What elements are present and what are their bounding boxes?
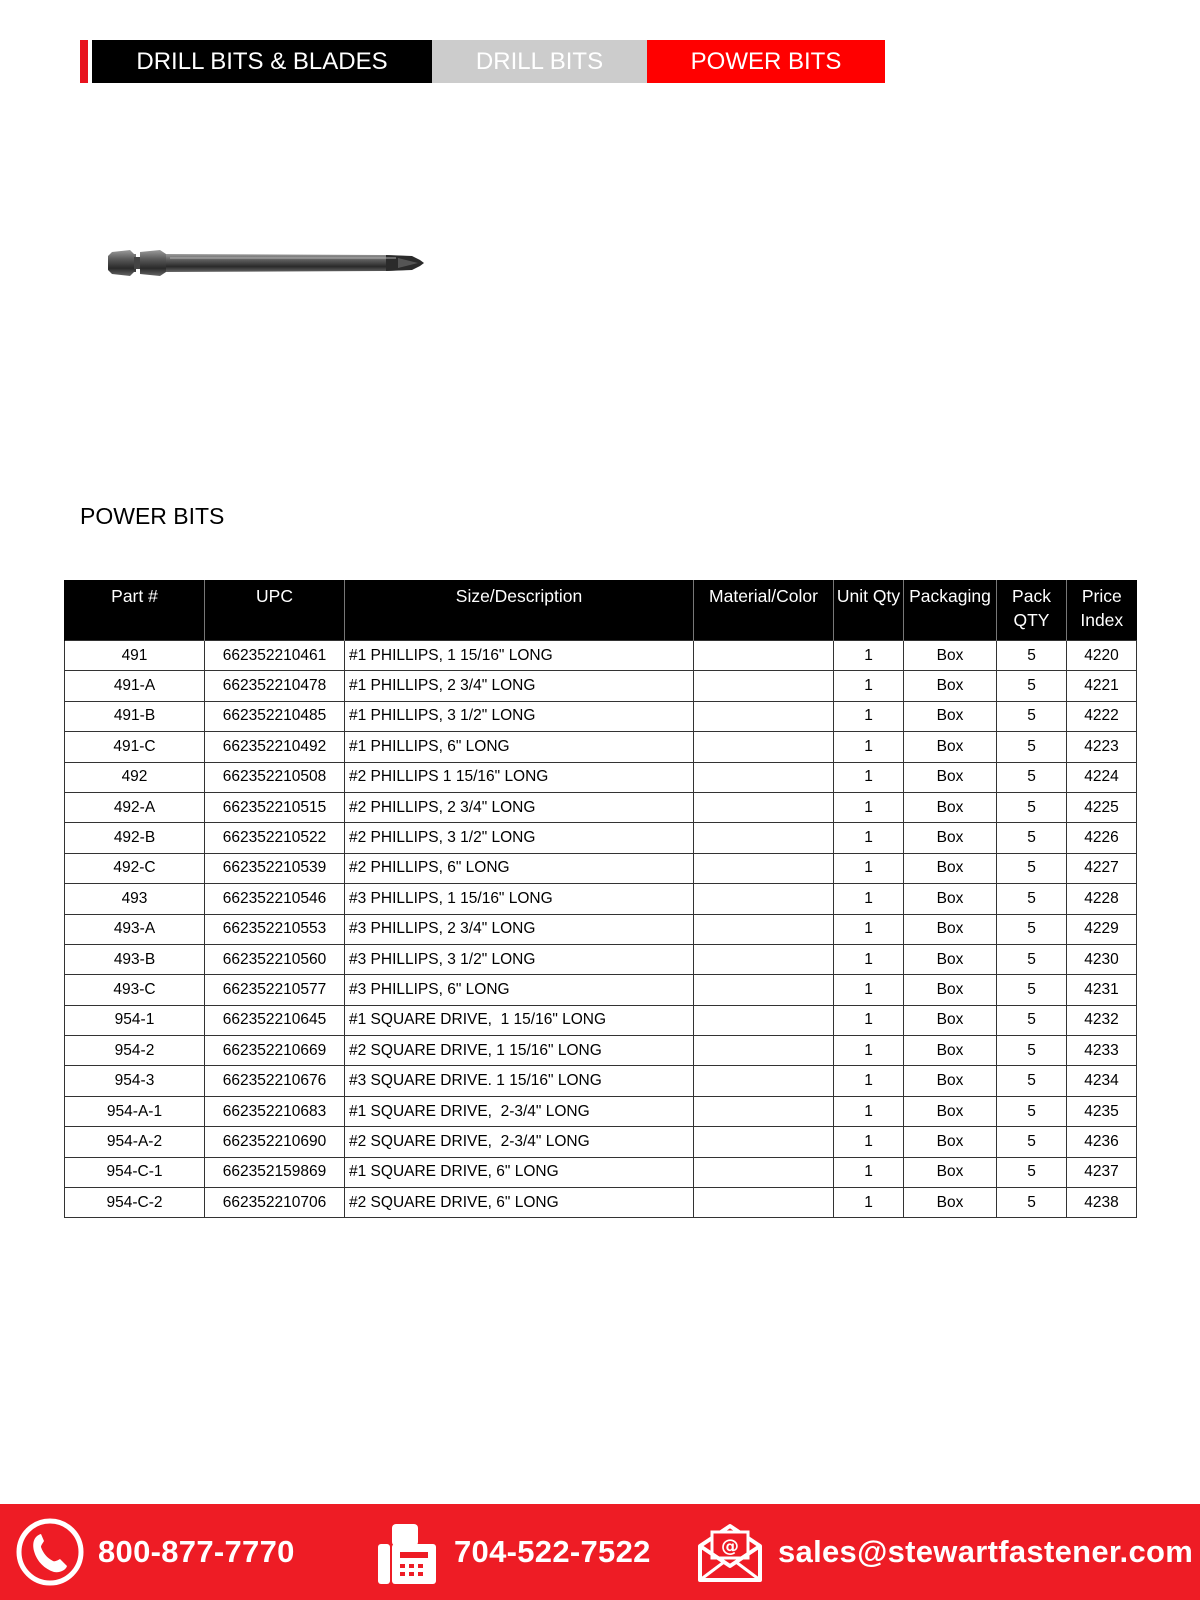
cell-material	[694, 1066, 834, 1096]
cell-description: #2 SQUARE DRIVE, 2-3/4" LONG	[345, 1127, 694, 1157]
cell-part: 954-2	[65, 1036, 205, 1066]
cell-material	[694, 732, 834, 762]
header-upc: UPC	[205, 580, 345, 641]
table-row	[65, 1005, 1137, 1035]
cell-part: 954-C-2	[65, 1188, 205, 1218]
cell-upc: 662352210669	[205, 1036, 345, 1066]
cell-pack-qty: 5	[997, 641, 1067, 671]
table-row	[65, 1157, 1137, 1187]
cell-price-index: 4233	[1067, 1036, 1137, 1066]
cell-upc: 662352210683	[205, 1096, 345, 1126]
cell-unit-qty: 1	[834, 853, 904, 883]
cell-pack-qty: 5	[997, 1005, 1067, 1035]
cell-price-index: 4228	[1067, 884, 1137, 914]
header-material: Material/Color	[694, 580, 834, 641]
cell-description: #1 PHILLIPS, 3 1/2" LONG	[345, 701, 694, 731]
cell-description: #1 PHILLIPS, 6" LONG	[345, 732, 694, 762]
cell-upc: 662352210461	[205, 641, 345, 671]
fax-contact[interactable]	[376, 1504, 651, 1600]
cell-upc: 662352210690	[205, 1127, 345, 1157]
cell-packaging: Box	[904, 1005, 997, 1035]
cell-upc: 662352210539	[205, 853, 345, 883]
cell-pack-qty: 5	[997, 853, 1067, 883]
cell-description: #2 PHILLIPS, 6" LONG	[345, 853, 694, 883]
cell-packaging: Box	[904, 732, 997, 762]
email-icon	[696, 1520, 764, 1584]
cell-price-index: 4221	[1067, 671, 1137, 701]
cell-pack-qty: 5	[997, 792, 1067, 822]
cell-pack-qty: 5	[997, 914, 1067, 944]
cell-material	[694, 762, 834, 792]
cell-material	[694, 1157, 834, 1187]
cell-upc: 662352210546	[205, 884, 345, 914]
cell-part: 954-3	[65, 1066, 205, 1096]
cell-unit-qty: 1	[834, 975, 904, 1005]
cell-upc: 662352210560	[205, 944, 345, 974]
cell-packaging: Box	[904, 884, 997, 914]
table-row	[65, 792, 1137, 822]
table-header-row	[65, 580, 1137, 641]
cell-part: 492-A	[65, 792, 205, 822]
cell-packaging: Box	[904, 1066, 997, 1096]
cell-packaging: Box	[904, 853, 997, 883]
cell-price-index: 4235	[1067, 1096, 1137, 1126]
section-title: POWER BITS	[80, 503, 225, 529]
cell-packaging: Box	[904, 671, 997, 701]
cell-part: 954-C-1	[65, 1157, 205, 1187]
cell-material	[694, 914, 834, 944]
cell-unit-qty: 1	[834, 762, 904, 792]
cell-description: #3 PHILLIPS, 1 15/16" LONG	[345, 884, 694, 914]
cell-material	[694, 1096, 834, 1126]
header-part: Part #	[65, 580, 205, 641]
header-price-index: Price Index	[1067, 580, 1137, 641]
header-unit-qty: Unit Qty	[834, 580, 904, 641]
cell-unit-qty: 1	[834, 701, 904, 731]
cell-pack-qty: 5	[997, 1096, 1067, 1126]
cell-part: 493-A	[65, 914, 205, 944]
cell-price-index: 4237	[1067, 1157, 1137, 1187]
cell-material	[694, 1188, 834, 1218]
table-row	[65, 1188, 1137, 1218]
cell-packaging: Box	[904, 944, 997, 974]
cell-description: #3 SQUARE DRIVE. 1 15/16" LONG	[345, 1066, 694, 1096]
phone-number: 800-877-7770	[98, 1534, 295, 1569]
contact-footer	[0, 1504, 1200, 1600]
cell-pack-qty: 5	[997, 671, 1067, 701]
cell-description: #3 PHILLIPS, 3 1/2" LONG	[345, 944, 694, 974]
cell-unit-qty: 1	[834, 671, 904, 701]
cell-part: 493-C	[65, 975, 205, 1005]
table-row	[65, 823, 1137, 853]
cell-unit-qty: 1	[834, 1096, 904, 1126]
power-bits-table	[64, 580, 1137, 1218]
cell-price-index: 4223	[1067, 732, 1137, 762]
table-row	[65, 853, 1137, 883]
cell-unit-qty: 1	[834, 792, 904, 822]
cell-material	[694, 1127, 834, 1157]
cell-unit-qty: 1	[834, 944, 904, 974]
cell-price-index: 4220	[1067, 641, 1137, 671]
phone-contact[interactable]	[14, 1504, 295, 1600]
cell-unit-qty: 1	[834, 823, 904, 853]
cell-packaging: Box	[904, 701, 997, 731]
cell-material	[694, 641, 834, 671]
cell-pack-qty: 5	[997, 823, 1067, 853]
cell-upc: 662352210515	[205, 792, 345, 822]
cell-price-index: 4229	[1067, 914, 1137, 944]
header-description: Size/Description	[345, 580, 694, 641]
category-breadcrumb	[80, 40, 885, 83]
cell-material	[694, 1005, 834, 1035]
cell-unit-qty: 1	[834, 1157, 904, 1187]
cell-material	[694, 884, 834, 914]
table-row	[65, 1066, 1137, 1096]
header-pack-qty: Pack QTY	[997, 580, 1067, 641]
cell-pack-qty: 5	[997, 1066, 1067, 1096]
table-row	[65, 1036, 1137, 1066]
cell-price-index: 4231	[1067, 975, 1137, 1005]
cell-unit-qty: 1	[834, 1036, 904, 1066]
cell-description: #1 PHILLIPS, 2 3/4" LONG	[345, 671, 694, 701]
cell-upc: 662352210508	[205, 762, 345, 792]
cell-pack-qty: 5	[997, 884, 1067, 914]
cell-price-index: 4224	[1067, 762, 1137, 792]
cell-material	[694, 792, 834, 822]
cell-packaging: Box	[904, 914, 997, 944]
cell-material	[694, 1036, 834, 1066]
cell-part: 491	[65, 641, 205, 671]
cell-part: 491-A	[65, 671, 205, 701]
cell-price-index: 4227	[1067, 853, 1137, 883]
cell-part: 491-C	[65, 732, 205, 762]
cell-unit-qty: 1	[834, 641, 904, 671]
cell-pack-qty: 5	[997, 762, 1067, 792]
cell-description: #3 PHILLIPS, 6" LONG	[345, 975, 694, 1005]
cell-part: 492-B	[65, 823, 205, 853]
cell-description: #1 SQUARE DRIVE, 2-3/4" LONG	[345, 1096, 694, 1126]
cell-price-index: 4222	[1067, 701, 1137, 731]
cell-part: 954-A-2	[65, 1127, 205, 1157]
cell-price-index: 4232	[1067, 1005, 1137, 1035]
cell-price-index: 4234	[1067, 1066, 1137, 1096]
power-bit-image	[106, 246, 426, 288]
tab-power-bits[interactable]: POWER BITS	[647, 40, 885, 83]
cell-part: 493-B	[65, 944, 205, 974]
cell-unit-qty: 1	[834, 1005, 904, 1035]
table-row	[65, 671, 1137, 701]
cell-packaging: Box	[904, 975, 997, 1005]
cell-price-index: 4225	[1067, 792, 1137, 822]
tab-drill-bits[interactable]: DRILL BITS	[432, 40, 647, 83]
cell-packaging: Box	[904, 1036, 997, 1066]
cell-packaging: Box	[904, 823, 997, 853]
cell-upc: 662352210478	[205, 671, 345, 701]
cell-description: #1 SQUARE DRIVE, 6" LONG	[345, 1157, 694, 1187]
cell-packaging: Box	[904, 641, 997, 671]
cell-part: 493	[65, 884, 205, 914]
cell-pack-qty: 5	[997, 1036, 1067, 1066]
cell-description: #2 PHILLIPS, 2 3/4" LONG	[345, 792, 694, 822]
cell-upc: 662352210492	[205, 732, 345, 762]
cell-part: 954-A-1	[65, 1096, 205, 1126]
cell-description: #1 PHILLIPS, 1 15/16" LONG	[345, 641, 694, 671]
cell-unit-qty: 1	[834, 884, 904, 914]
table-row	[65, 1127, 1137, 1157]
table-row	[65, 944, 1137, 974]
cell-price-index: 4230	[1067, 944, 1137, 974]
cell-description: #2 SQUARE DRIVE, 6" LONG	[345, 1188, 694, 1218]
cell-unit-qty: 1	[834, 914, 904, 944]
cell-material	[694, 671, 834, 701]
svg-text:@: @	[721, 1536, 739, 1557]
cell-upc: 662352210676	[205, 1066, 345, 1096]
cell-description: #2 SQUARE DRIVE, 1 15/16" LONG	[345, 1036, 694, 1066]
cell-pack-qty: 5	[997, 1127, 1067, 1157]
header-accent-stripe	[80, 40, 88, 83]
cell-upc: 662352210522	[205, 823, 345, 853]
cell-upc: 662352210553	[205, 914, 345, 944]
cell-description: #1 SQUARE DRIVE, 1 15/16" LONG	[345, 1005, 694, 1035]
cell-material	[694, 944, 834, 974]
fax-number: 704-522-7522	[454, 1534, 651, 1569]
cell-pack-qty: 5	[997, 732, 1067, 762]
cell-description: #2 PHILLIPS 1 15/16" LONG	[345, 762, 694, 792]
cell-packaging: Box	[904, 792, 997, 822]
cell-part: 492-C	[65, 853, 205, 883]
cell-packaging: Box	[904, 1188, 997, 1218]
table-row	[65, 732, 1137, 762]
cell-packaging: Box	[904, 762, 997, 792]
cell-description: #3 PHILLIPS, 2 3/4" LONG	[345, 914, 694, 944]
cell-part: 491-B	[65, 701, 205, 731]
table-row	[65, 975, 1137, 1005]
phone-icon	[14, 1516, 86, 1588]
cell-unit-qty: 1	[834, 732, 904, 762]
cell-price-index: 4236	[1067, 1127, 1137, 1157]
cell-pack-qty: 5	[997, 944, 1067, 974]
cell-pack-qty: 5	[997, 975, 1067, 1005]
cell-upc: 662352210645	[205, 1005, 345, 1035]
email-contact[interactable]	[696, 1504, 1193, 1600]
cell-upc: 662352210485	[205, 701, 345, 731]
cell-packaging: Box	[904, 1157, 997, 1187]
table-row	[65, 884, 1137, 914]
cell-material	[694, 975, 834, 1005]
cell-pack-qty: 5	[997, 701, 1067, 731]
cell-material	[694, 701, 834, 731]
cell-unit-qty: 1	[834, 1066, 904, 1096]
cell-part: 492	[65, 762, 205, 792]
cell-unit-qty: 1	[834, 1127, 904, 1157]
cell-price-index: 4238	[1067, 1188, 1137, 1218]
cell-upc: 662352210577	[205, 975, 345, 1005]
fax-icon	[376, 1516, 440, 1588]
cell-pack-qty: 5	[997, 1188, 1067, 1218]
cell-part: 954-1	[65, 1005, 205, 1035]
cell-upc: 662352210706	[205, 1188, 345, 1218]
tab-drill-bits-blades[interactable]: DRILL BITS & BLADES	[92, 40, 432, 83]
table-row	[65, 701, 1137, 731]
cell-description: #2 PHILLIPS, 3 1/2" LONG	[345, 823, 694, 853]
cell-price-index: 4226	[1067, 823, 1137, 853]
table-row	[65, 1096, 1137, 1126]
cell-material	[694, 823, 834, 853]
cell-packaging: Box	[904, 1127, 997, 1157]
header-packaging: Packaging	[904, 580, 997, 641]
table-row	[65, 914, 1137, 944]
table-row	[65, 641, 1137, 671]
table-row	[65, 762, 1137, 792]
cell-upc: 662352159869	[205, 1157, 345, 1187]
cell-unit-qty: 1	[834, 1188, 904, 1218]
cell-packaging: Box	[904, 1096, 997, 1126]
email-address: sales@stewartfastener.com	[778, 1534, 1194, 1569]
cell-pack-qty: 5	[997, 1157, 1067, 1187]
cell-material	[694, 853, 834, 883]
